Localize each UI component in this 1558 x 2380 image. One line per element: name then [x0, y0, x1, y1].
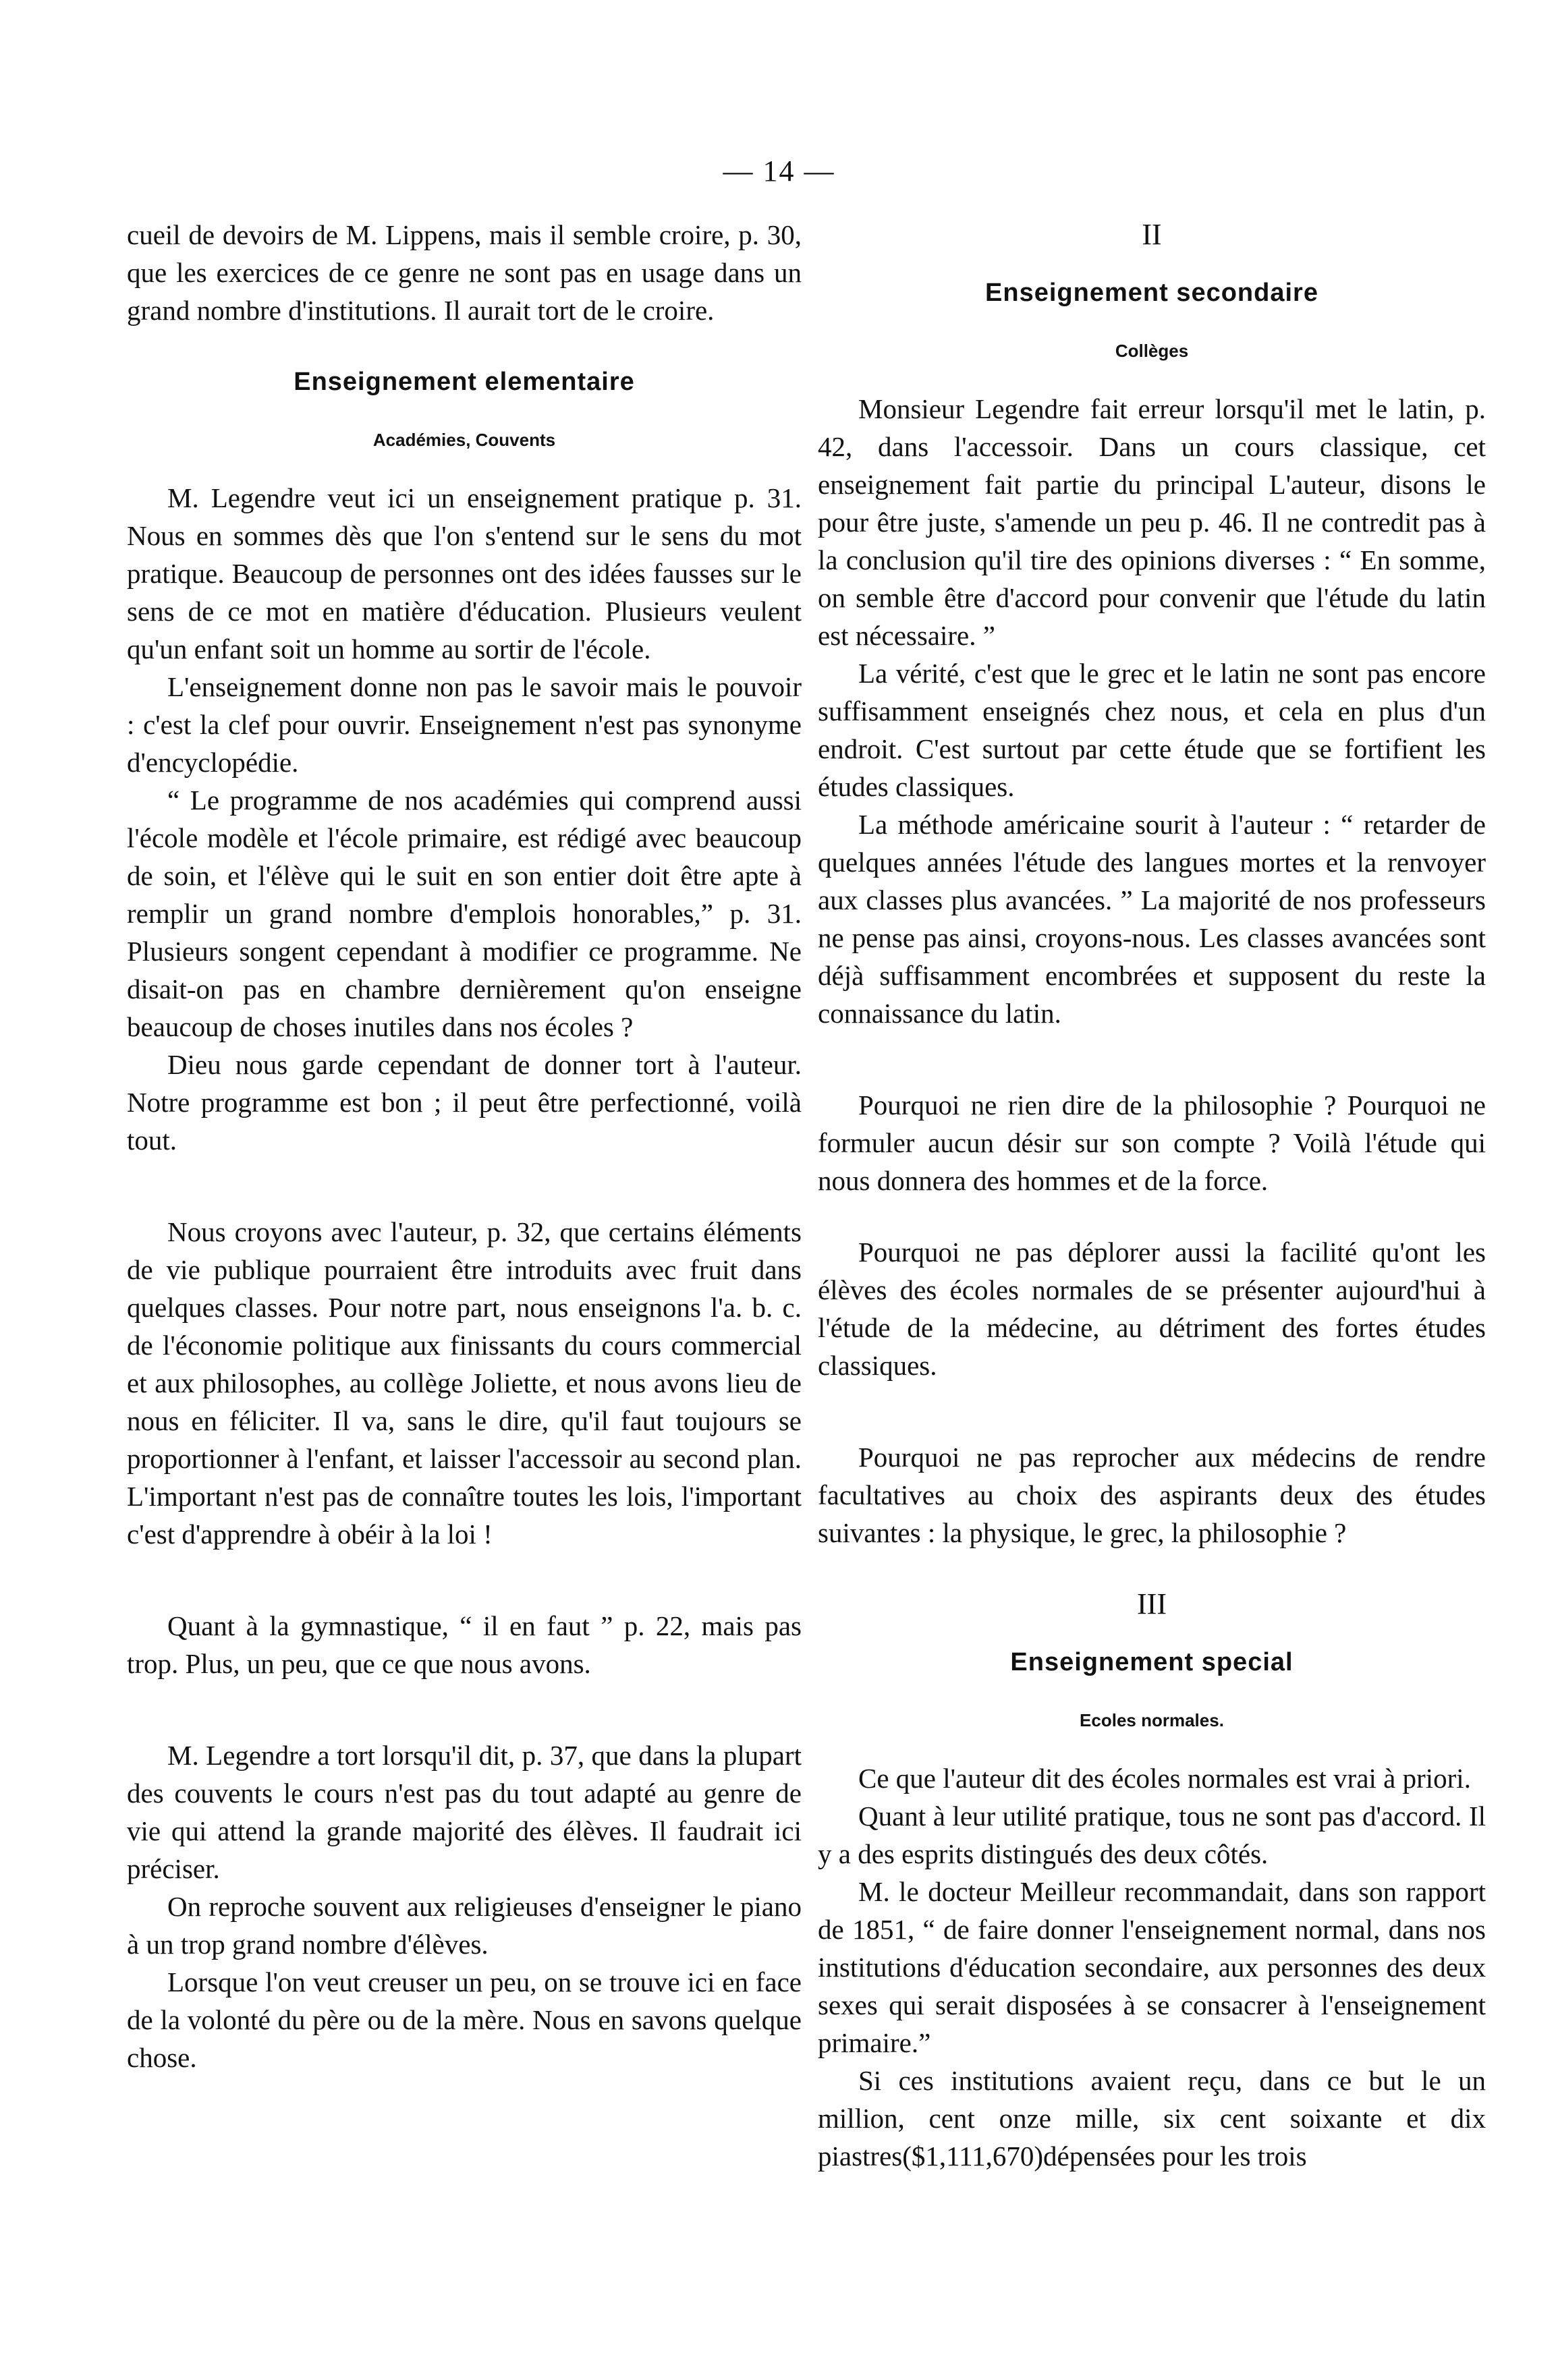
paragraph: Pourquoi ne pas reprocher aux médecins de rendre facultatives au choix des aspirants deux des études suivantes : la physique, le grec, la philosophie ? — [818, 1442, 1486, 1548]
section-subheading: Collèges — [1115, 341, 1189, 361]
paragraph: Dieu nous garde cependant de donner tort à l'auteur. Notre programme est bon ; il peut être perfectionné, voilà tout. — [127, 1049, 802, 1156]
paragraph: Nous croyons avec l'auteur, p. 32, que certains éléments de vie publique pourraient être introduits avec fruit dans quelques classes. Pour notre part, nous enseignons l'a. b. c. de l'économie politique aux finissants du cours commercial et aux philosophes, au collège Joliette, et nous avons lieu de nous en féliciter. Il va, sans le dire, qu'il faut toujours se proportionner à l'enfant, et laisser l'accessoir au second plan. L'important n'est pas de connaître toutes les lois, l'important c'est d'apprendre à obéir à la loi ! — [127, 1216, 802, 1550]
section-subheading: Ecoles normales. — [1080, 1710, 1224, 1730]
section-heading: Enseignement elementaire — [294, 368, 635, 396]
paragraph: Quant à la gymnastique, “ il en faut ” p. 22, mais pas trop. Plus, un peu, que ce que nous avons. — [127, 1610, 802, 1679]
section-heading: Enseignement secondaire — [985, 279, 1318, 307]
page-number: — 14 — — [723, 154, 835, 188]
paragraph: On reproche souvent aux religieuses d'enseigner le piano à un trop grand nombre d'élèves. — [127, 1891, 802, 1960]
paragraph: Ce que l'auteur dit des écoles normales est vrai à priori. — [858, 1763, 1471, 1794]
right-column — [818, 216, 1486, 2175]
section-number: III — [1137, 1587, 1167, 1620]
paragraph: Pourquoi ne pas déplorer aussi la facilité qu'ont les élèves des écoles normales de se présenter aujourd'hui à l'étude de la médecine, au détriment des fortes études classiques. — [818, 1237, 1486, 1381]
paragraph: Lorsque l'on veut creuser un peu, on se trouve ici en face de la volonté du père ou de la mère. Nous en savons quelque chose. — [127, 1966, 802, 2073]
paragraph: cueil de devoirs de M. Lippens, mais il semble croire, p. 30, que les exercices de ce genre ne sont pas en usage dans un grand nombre d'institutions. Il aurait tort de le croire. — [127, 219, 802, 326]
paragraph: Si ces institutions avaient reçu, dans ce but le un million, cent onze mille, six cent soixante et dix piastres($1,111,670)dépensées pour les trois — [818, 2065, 1486, 2172]
paragraph: Quant à leur utilité pratique, tous ne sont pas d'accord. Il y a des esprits distingués des deux côtés. — [818, 1801, 1486, 1869]
paragraph: Monsieur Legendre fait erreur lorsqu'il met le latin, p. 42, dans l'accessoir. Dans un cours classique, cet enseignement fait partie du principal L'auteur, disons le pour être juste, s'amende un peu p. 46. Il ne contredit pas à la conclusion qu'il tire des opinions diverses : “ En somme, on semble être d'accord pour convenir que l'étude du latin est nécessaire. ” — [818, 393, 1486, 651]
section-heading: Enseignement special — [1010, 1648, 1293, 1676]
left-column — [127, 216, 802, 2076]
paragraph: “ Le programme de nos académies qui comprend aussi l'école modèle et l'école primaire, est rédigé avec beaucoup de soin, et l'élève qui le suit en son entier doit être apte à remplir un grand nombre d'emplois honorables,” p. 31. Plusieurs songent cependant à modifier ce programme. Ne disait-on pas en chambre dernièrement qu'on enseigne beaucoup de choses inutiles dans nos écoles ? — [127, 785, 802, 1042]
paragraph: La méthode américaine sourit à l'auteur : “ retarder de quelques années l'étude des langues mortes et la renvoyer aux classes plus avancées. ” La majorité de nos professeurs ne pense pas ainsi, croyons-nous. Les classes avancées sont déjà suffisamment encombrées et supposent du reste la connaissance du latin. — [818, 809, 1486, 1029]
section-number: II — [1142, 218, 1162, 251]
paragraph: La vérité, c'est que le grec et le latin ne sont pas encore suffisamment enseignés chez nous, et cela en plus d'un endroit. C'est surtout par cette étude que se fortifient les études classiques. — [818, 658, 1486, 802]
paragraph: M. Legendre a tort lorsqu'il dit, p. 37, que dans la plupart des couvents le cours n'est pas du tout adapté au genre de vie qui attend la grande majorité des élèves. Il faudrait ici préciser. — [127, 1740, 802, 1884]
paragraph: M. Legendre veut ici un enseignement pratique p. 31. Nous en sommes dès que l'on s'entend sur le sens du mot pratique. Beaucoup de personnes ont des idées fausses sur le sens de ce mot en matière d'éducation. Plusieurs veulent qu'un enfant soit un homme au sortir de l'école. — [127, 482, 802, 664]
paragraph: L'enseignement donne non pas le savoir mais le pouvoir : c'est la clef pour ouvrir. Enseignement n'est pas synonyme d'encyclopédie. — [127, 671, 802, 778]
paragraph: Pourquoi ne rien dire de la philosophie ? Pourquoi ne formuler aucun désir sur son compte ? Voilà l'étude qui nous donnera des hommes et de la force. — [818, 1089, 1486, 1196]
section-subheading: Académies, Couvents — [372, 430, 556, 450]
paragraph: M. le docteur Meilleur recommandait, dans son rapport de 1851, “ de faire donner l'enseignement normal, dans nos institutions d'éducation secondaire, aux personnes des deux sexes qui serait disposées à se consacrer à l'enseignement primaire.” — [818, 1876, 1486, 2058]
